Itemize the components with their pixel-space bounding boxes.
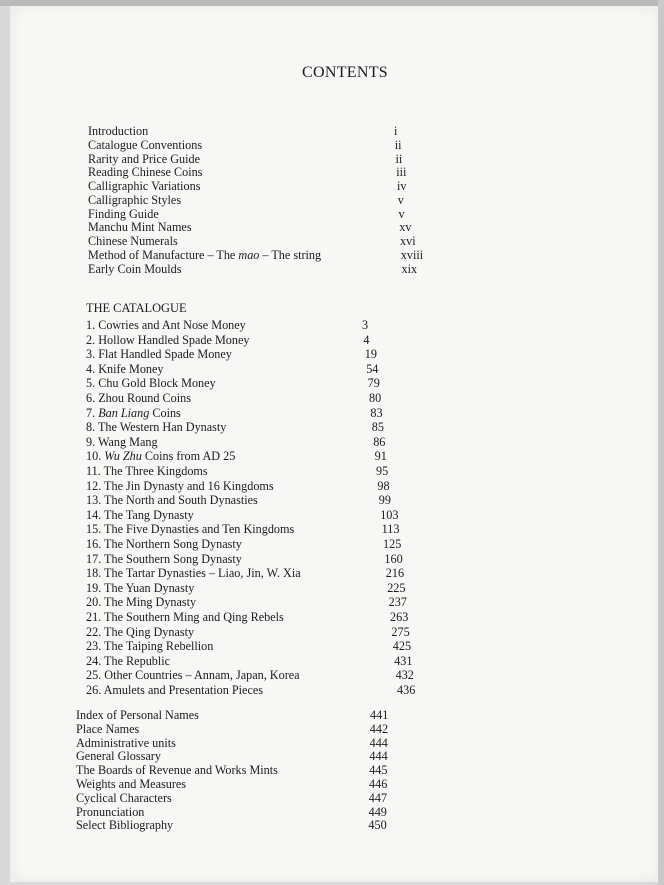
toc-entry bbox=[88, 138, 508, 152]
toc-entry-page: 80 bbox=[369, 391, 382, 405]
toc-entry-page: 432 bbox=[395, 668, 414, 683]
toc-entry-page: 449 bbox=[368, 804, 387, 819]
toc-entry-label: 20. The Ming Dynasty bbox=[86, 595, 197, 610]
toc-entry-label: Introduction bbox=[88, 124, 149, 138]
toc-entry-label: Early Coin Moulds bbox=[88, 261, 182, 276]
toc-entry-label: 21. The Southern Ming and Qing Rebels bbox=[86, 610, 284, 624]
catalogue-heading: THE CATALOGUE bbox=[86, 301, 187, 315]
toc-entry bbox=[86, 508, 506, 522]
toc-entry bbox=[76, 805, 496, 819]
toc-entry-page: xv bbox=[399, 220, 412, 235]
toc-entry-page: 444 bbox=[369, 735, 388, 750]
toc-entry-label: 2. Hollow Handled Spade Money bbox=[86, 332, 250, 347]
toc-entry-page: ii bbox=[394, 137, 402, 152]
toc-entry-page: 237 bbox=[388, 595, 407, 610]
toc-entry-page: 98 bbox=[377, 478, 390, 493]
toc-entry-label: 26. Amulets and Presentation Pieces bbox=[86, 683, 264, 697]
toc-entry-label: Calligraphic Styles bbox=[88, 192, 182, 207]
toc-entry-page: xviii bbox=[400, 247, 424, 262]
toc-entry-label: 14. The Tang Dynasty bbox=[86, 507, 194, 522]
toc-entry-page: 19 bbox=[364, 347, 377, 362]
toc-entry bbox=[86, 318, 506, 332]
toc-entry-page: 86 bbox=[373, 434, 386, 449]
toc-entry-label: Chinese Numerals bbox=[88, 234, 178, 248]
toc-entry bbox=[76, 708, 496, 722]
toc-entry-label: 11. The Three Kingdoms bbox=[86, 464, 208, 478]
toc-entry bbox=[86, 581, 506, 595]
toc-entry bbox=[86, 333, 506, 347]
toc-entry-page: iii bbox=[396, 165, 407, 180]
toc-entry bbox=[88, 152, 508, 166]
toc-entry bbox=[86, 668, 506, 682]
toc-entry-page: v bbox=[398, 206, 405, 221]
toc-entry-page: 444 bbox=[369, 749, 388, 764]
toc-entry-label: Pronunciation bbox=[76, 804, 145, 819]
toc-entry-page: 85 bbox=[371, 420, 384, 435]
toc-entry-label: 9. Wang Mang bbox=[86, 434, 158, 449]
toc-entry bbox=[86, 537, 506, 551]
toc-entry-page: 91 bbox=[374, 449, 387, 464]
toc-entry-page: 83 bbox=[370, 405, 383, 420]
toc-entry-page: iv bbox=[397, 179, 407, 193]
toc-entry bbox=[76, 722, 496, 736]
toc-entry-page: 425 bbox=[392, 639, 412, 654]
toc-entry bbox=[86, 566, 506, 580]
toc-entry-page: i bbox=[394, 124, 398, 138]
toc-entry-label: 3. Flat Handled Spade Money bbox=[86, 347, 232, 362]
toc-entry bbox=[86, 464, 506, 478]
page-title: CONTENTS bbox=[302, 64, 388, 81]
toc-entry bbox=[86, 610, 506, 624]
toc-entry-label: 16. The Northern Song Dynasty bbox=[86, 537, 242, 551]
toc-entry-label: Index of Personal Names bbox=[76, 708, 199, 722]
toc-entry bbox=[86, 639, 506, 653]
toc-entry-page: 431 bbox=[394, 653, 413, 668]
toc-entry bbox=[86, 552, 506, 566]
toc-entry-label: Manchu Mint Names bbox=[88, 220, 192, 235]
toc-entry-page: 445 bbox=[369, 763, 388, 778]
toc-entry bbox=[86, 391, 506, 405]
toc-entry-page: 113 bbox=[381, 522, 400, 537]
toc-entry-label: 13. The North and South Dynasties bbox=[86, 493, 258, 508]
toc-entry bbox=[86, 595, 506, 609]
toc-entry bbox=[76, 777, 496, 791]
toc-entry bbox=[76, 749, 496, 763]
toc-entry-page: 54 bbox=[366, 361, 379, 376]
toc-entry bbox=[88, 220, 508, 234]
toc-entry-page: 275 bbox=[391, 624, 410, 639]
toc-entry bbox=[88, 193, 508, 207]
toc-entry-page: 160 bbox=[384, 551, 403, 566]
toc-entry-label: 17. The Southern Song Dynasty bbox=[86, 551, 242, 566]
toc-entry-label: 22. The Qing Dynasty bbox=[86, 624, 195, 639]
toc-entry bbox=[86, 493, 506, 507]
toc-entry-page: 263 bbox=[390, 610, 409, 624]
toc-entry bbox=[88, 124, 508, 138]
toc-entry-label: 25. Other Countries – Annam, Japan, Korea bbox=[86, 668, 300, 683]
toc-entry bbox=[88, 248, 508, 262]
toc-entry bbox=[76, 736, 496, 750]
toc-entry-label: Place Names bbox=[76, 721, 140, 736]
toc-entry bbox=[86, 376, 506, 390]
toc-entry-label: 1. Cowries and Ant Nose Money bbox=[86, 318, 246, 332]
toc-entry-page: 99 bbox=[378, 493, 391, 508]
toc-entry-label: 18. The Tartar Dynasties – Liao, Jin, W. Xia bbox=[86, 566, 301, 581]
toc-entry-label: Weights and Measures bbox=[76, 777, 187, 791]
toc-entry-page: 447 bbox=[368, 790, 388, 805]
toc-entry-page: 216 bbox=[385, 566, 405, 581]
toc-entry bbox=[86, 522, 506, 536]
toc-entry bbox=[86, 362, 506, 376]
toc-entry-page: 3 bbox=[362, 318, 369, 332]
toc-entry-label: Administrative units bbox=[76, 735, 176, 750]
toc-entry-label: 7. Ban Liang Coins bbox=[86, 405, 181, 420]
toc-entry bbox=[86, 420, 506, 434]
toc-entry bbox=[86, 449, 506, 463]
toc-entry bbox=[88, 165, 508, 179]
toc-entry bbox=[76, 818, 496, 832]
scan-right-edge bbox=[658, 0, 664, 885]
toc-entry-page: xix bbox=[401, 261, 418, 276]
toc-entry-label: Calligraphic Variations bbox=[88, 179, 201, 193]
toc-entry bbox=[88, 207, 508, 221]
toc-entry-page: 436 bbox=[397, 683, 416, 697]
toc-entry-label: Select Bibliography bbox=[76, 818, 174, 833]
toc-entry-page: 125 bbox=[383, 537, 402, 551]
toc-entry-page: 79 bbox=[367, 376, 380, 391]
toc-entry bbox=[86, 654, 506, 668]
toc-entry-label: 5. Chu Gold Block Money bbox=[86, 376, 216, 391]
toc-entry-label: Rarity and Price Guide bbox=[88, 151, 201, 166]
toc-entry bbox=[88, 262, 508, 276]
toc-entry-label: 15. The Five Dynasties and Ten Kingdoms bbox=[86, 522, 295, 537]
toc-entry bbox=[86, 435, 506, 449]
toc-entry-label: 19. The Yuan Dynasty bbox=[86, 580, 195, 595]
toc-entry bbox=[86, 347, 506, 361]
toc-entry-label: 23. The Taiping Rebellion bbox=[86, 639, 214, 654]
toc-entry-label: Catalogue Conventions bbox=[88, 137, 203, 152]
toc-entry-label: Cyclical Characters bbox=[76, 790, 172, 805]
toc-entry-page: 446 bbox=[369, 777, 388, 791]
toc-entry-label: 12. The Jin Dynasty and 16 Kingdoms bbox=[86, 478, 274, 493]
toc-entry-page: 225 bbox=[387, 580, 406, 595]
toc-entry-page: 442 bbox=[369, 721, 389, 736]
toc-entry bbox=[88, 234, 508, 248]
toc-entry-label: Finding Guide bbox=[88, 206, 159, 221]
toc-entry-page: 4 bbox=[363, 332, 370, 347]
toc-entry bbox=[88, 179, 508, 193]
toc-entry bbox=[86, 625, 506, 639]
toc-entry-page: 441 bbox=[370, 708, 389, 722]
toc-entry-label: Reading Chinese Coins bbox=[88, 165, 203, 180]
toc-entry-page: 95 bbox=[376, 464, 389, 478]
toc-entry-page: xvi bbox=[400, 234, 416, 248]
toc-entry bbox=[86, 479, 506, 493]
toc-entry bbox=[76, 791, 496, 805]
toc-entry-label: 8. The Western Han Dynasty bbox=[86, 420, 227, 435]
toc-entry-label: 10. Wu Zhu Coins from AD 25 bbox=[86, 449, 236, 464]
toc-entry-label: The Boards of Revenue and Works Mints bbox=[76, 763, 278, 778]
toc-entry-page: 450 bbox=[368, 818, 387, 833]
toc-entry-label: General Glossary bbox=[76, 749, 161, 764]
toc-entry-label: 24. The Republic bbox=[86, 653, 171, 668]
toc-entry-label: Method of Manufacture – The mao – The string bbox=[88, 247, 322, 262]
toc-entry-label: 6. Zhou Round Coins bbox=[86, 391, 191, 405]
toc-entry-page: v bbox=[397, 192, 404, 207]
toc-entry bbox=[86, 683, 506, 697]
toc-entry-page: ii bbox=[395, 151, 403, 166]
toc-entry-page: 103 bbox=[380, 507, 399, 522]
toc-entry bbox=[76, 763, 496, 777]
toc-entry bbox=[86, 406, 506, 420]
toc-entry-label: 4. Knife Money bbox=[86, 361, 164, 376]
